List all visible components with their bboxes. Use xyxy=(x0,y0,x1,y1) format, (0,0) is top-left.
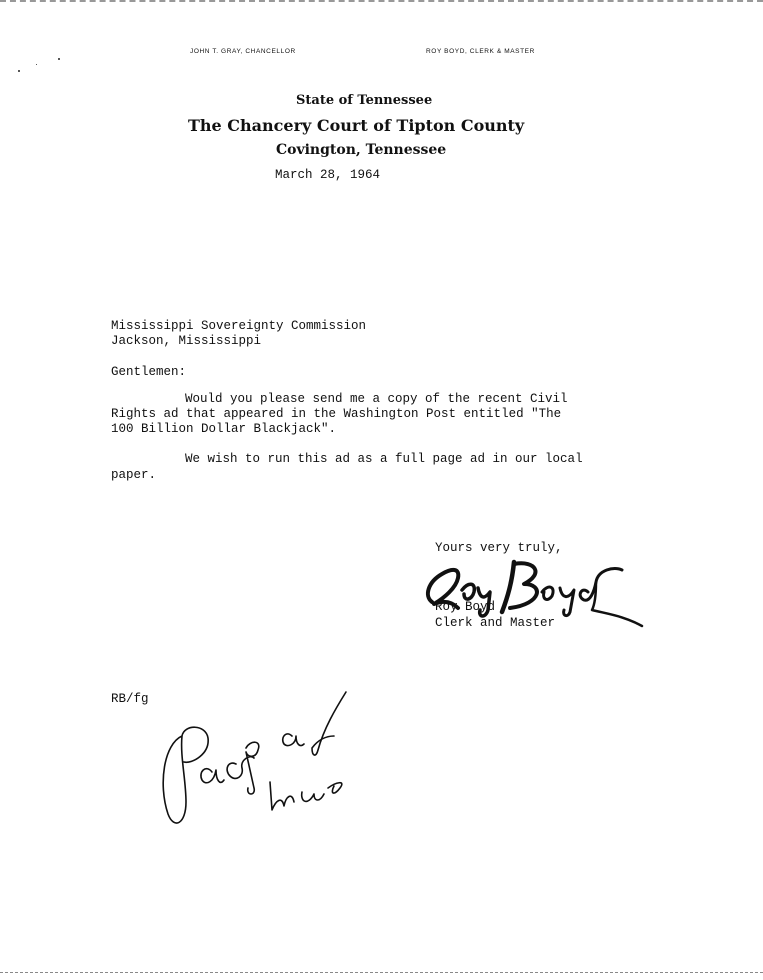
letterhead-state: State of Tennessee xyxy=(296,93,433,108)
chancellor-name: JOHN T. GRAY, CHANCELLOR xyxy=(190,48,296,55)
signature-image xyxy=(418,552,650,632)
clerk-name: ROY BOYD, CLERK & MASTER xyxy=(426,48,535,55)
paragraph-2-line: We wish to run this ad as a full page ad in our local xyxy=(185,452,583,466)
paragraph-1-line: Would you please send me a copy of the recent Civil xyxy=(185,392,568,406)
scan-speck xyxy=(18,70,20,72)
letterhead-court: The Chancery Court of Tipton County xyxy=(188,116,525,135)
bottom-scan-edge xyxy=(0,972,763,973)
salutation: Gentlemen: xyxy=(111,365,187,379)
paragraph-2-line: paper. xyxy=(111,468,157,482)
signer-title: Clerk and Master xyxy=(435,616,556,630)
scan-speck xyxy=(36,64,37,65)
paragraph-1-line: 100 Billion Dollar Blackjack". xyxy=(111,422,337,436)
paragraph-1-line: Rights ad that appeared in the Washington Post entitled "The xyxy=(111,407,562,421)
signer-name: Roy Boyd xyxy=(435,600,496,614)
recipient-city: Jackson, Mississippi xyxy=(111,334,262,348)
scan-speck xyxy=(58,58,60,60)
handwritten-annotation xyxy=(150,684,360,834)
typist-initials: RB/fg xyxy=(111,692,149,706)
valediction: Yours very truly, xyxy=(435,541,563,555)
letter-date: March 28, 1964 xyxy=(275,168,381,182)
top-scan-edge xyxy=(0,0,763,5)
letterhead-city: Covington, Tennessee xyxy=(276,142,447,158)
recipient-name: Mississippi Sovereignty Commission xyxy=(111,319,367,333)
